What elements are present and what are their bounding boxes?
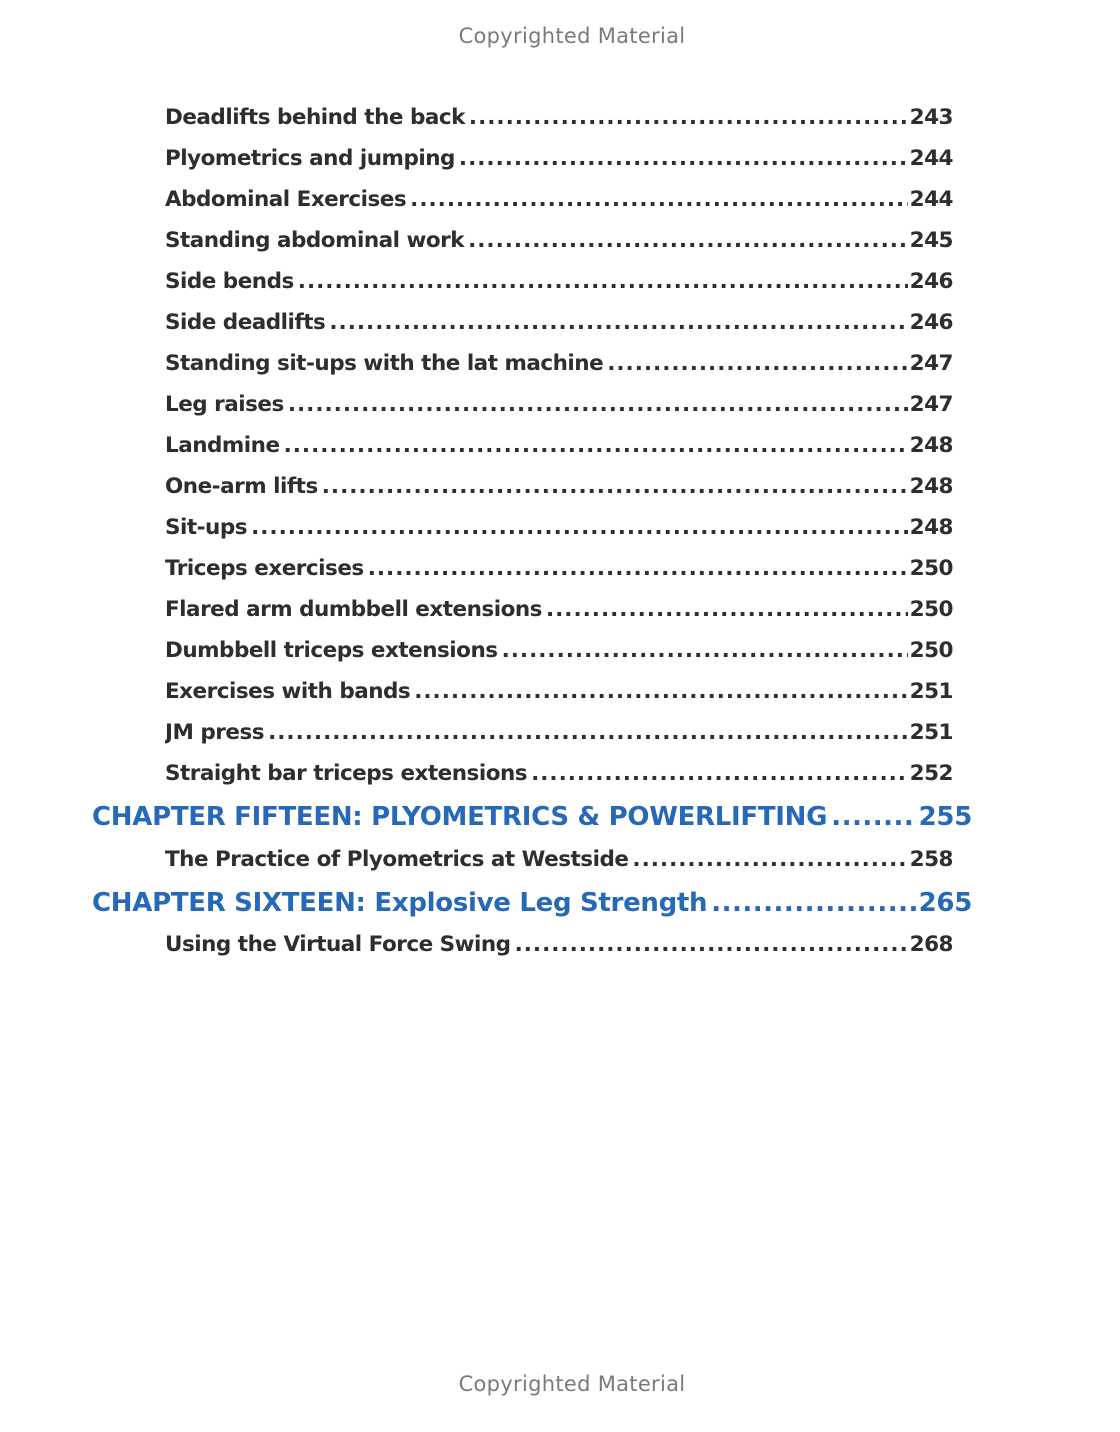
toc-page-number: 247 xyxy=(909,351,953,376)
toc-page-number: 268 xyxy=(909,932,953,957)
toc-dot-leader xyxy=(251,515,908,540)
toc-entry-title: Deadlifts behind the back xyxy=(165,105,465,130)
toc-entry-title: Exercises with bands xyxy=(165,679,411,704)
toc-entry-title: Plyometrics and jumping xyxy=(165,146,455,171)
toc-entry[interactable] xyxy=(165,720,953,750)
toc-dot-leader xyxy=(459,146,908,171)
toc-entry[interactable] xyxy=(165,187,953,217)
toc-page-number: 255 xyxy=(918,802,972,832)
toc-page-number: 244 xyxy=(909,146,953,171)
toc-entry-title: Straight bar triceps extensions xyxy=(165,761,528,786)
toc-entry-title: Flared arm dumbbell extensions xyxy=(165,597,542,622)
toc-entry-title: Leg raises xyxy=(165,392,284,417)
toc-dot-leader xyxy=(546,597,908,622)
copyright-watermark-top: Copyrighted Material xyxy=(458,24,686,48)
toc-entry[interactable] xyxy=(165,146,953,176)
toc-entry[interactable] xyxy=(165,105,953,135)
toc-page-number: 252 xyxy=(909,761,953,786)
toc-dot-leader xyxy=(322,474,908,499)
toc-page-number: 246 xyxy=(909,269,953,294)
toc-page-number: 250 xyxy=(909,556,953,581)
toc-entry-title: The Practice of Plyometrics at Westside xyxy=(165,847,629,872)
toc-page-number: 250 xyxy=(909,638,953,663)
toc-entry-title: Dumbbell triceps extensions xyxy=(165,638,498,663)
toc-dot-leader xyxy=(414,679,907,704)
toc-entry[interactable] xyxy=(165,679,953,709)
toc-page-number: 245 xyxy=(909,228,953,253)
toc-dot-leader xyxy=(468,228,908,253)
toc-dot-leader xyxy=(288,392,908,417)
toc-entry[interactable] xyxy=(165,351,953,381)
toc-dot-leader xyxy=(531,761,908,786)
toc-entry-title: Triceps exercises xyxy=(165,556,364,581)
toc-page-number: 248 xyxy=(909,433,953,458)
toc-entry-title: Side deadlifts xyxy=(165,310,326,335)
toc-dot-leader xyxy=(607,351,907,376)
toc-dot-leader xyxy=(284,433,908,458)
toc-dot-leader xyxy=(298,269,908,294)
toc-page-number: 246 xyxy=(909,310,953,335)
toc-entry-title: Landmine xyxy=(165,433,280,458)
toc-entry-title: One-arm lifts xyxy=(165,474,318,499)
toc-entry-title: CHAPTER FIFTEEN: PLYOMETRICS & POWERLIFTING xyxy=(92,802,828,832)
toc-page-number: 247 xyxy=(909,392,953,417)
toc-entry-title: Using the Virtual Force Swing xyxy=(165,932,511,957)
toc-dot-leader xyxy=(502,638,908,663)
toc-dot-leader xyxy=(831,802,916,832)
toc-entry[interactable] xyxy=(165,433,953,463)
toc-entry[interactable] xyxy=(165,847,953,877)
toc-dot-leader xyxy=(268,720,908,745)
toc-entry-title: Standing sit-ups with the lat machine xyxy=(165,351,604,376)
toc-entry[interactable] xyxy=(165,515,953,545)
toc-dot-leader xyxy=(368,556,908,581)
toc-entry-title: Side bends xyxy=(165,269,294,294)
toc-entry[interactable] xyxy=(165,761,953,791)
toc-entry-title: JM press xyxy=(165,720,265,745)
toc-entry-title: CHAPTER SIXTEEN: Explosive Leg Strength xyxy=(92,888,708,918)
toc-page-number: 251 xyxy=(909,720,953,745)
toc-entry-title: Sit-ups xyxy=(165,515,248,540)
toc-dot-leader xyxy=(515,932,908,957)
toc-entry[interactable] xyxy=(165,597,953,627)
toc-page-number: 258 xyxy=(909,847,953,872)
toc-entry[interactable] xyxy=(165,474,953,504)
toc-entry[interactable] xyxy=(165,269,953,299)
toc-entry[interactable] xyxy=(165,638,953,668)
toc-dot-leader xyxy=(410,187,907,212)
toc-entry[interactable] xyxy=(165,556,953,586)
toc-page-number: 244 xyxy=(909,187,953,212)
toc-page-number: 248 xyxy=(909,515,953,540)
toc-entry-title: Standing abdominal work xyxy=(165,228,465,253)
toc-dot-leader xyxy=(329,310,907,335)
toc-entry[interactable] xyxy=(165,392,953,422)
toc-entry[interactable] xyxy=(165,310,953,340)
toc-entry[interactable] xyxy=(165,228,953,258)
toc-chapter-heading[interactable] xyxy=(92,888,972,924)
toc-dot-leader xyxy=(632,847,907,872)
toc-page-number: 265 xyxy=(918,888,972,918)
toc-page-number: 243 xyxy=(909,105,953,130)
toc-page-number: 251 xyxy=(909,679,953,704)
toc-page-number: 250 xyxy=(909,597,953,622)
toc-entry-title: Abdominal Exercises xyxy=(165,187,407,212)
copyright-watermark-bottom: Copyrighted Material xyxy=(458,1372,686,1396)
toc-dot-leader xyxy=(711,888,916,918)
toc-page-number: 248 xyxy=(909,474,953,499)
toc-chapter-heading[interactable] xyxy=(92,802,972,838)
toc-entry[interactable] xyxy=(165,932,953,962)
toc-dot-leader xyxy=(469,105,908,130)
